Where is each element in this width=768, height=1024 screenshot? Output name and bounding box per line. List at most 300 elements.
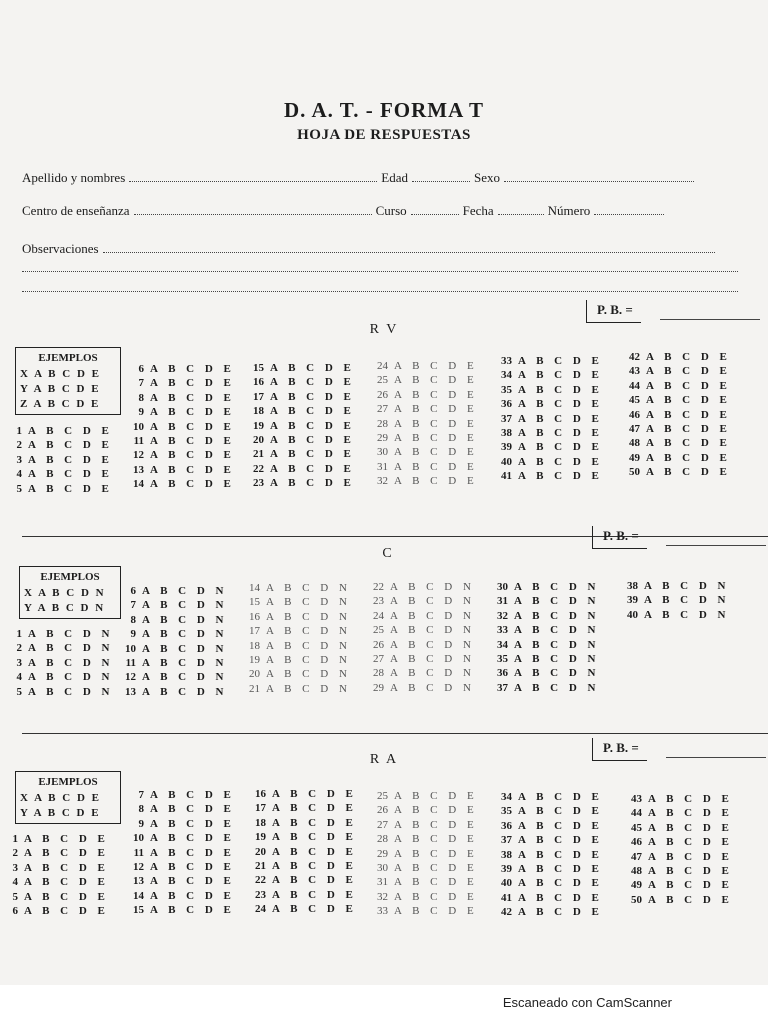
answer-options[interactable]: A B C D E (648, 836, 733, 849)
answer-item[interactable] (4, 627, 114, 641)
answer-options[interactable]: A B C D E (24, 890, 109, 903)
answer-item[interactable] (622, 451, 731, 465)
answer-options[interactable]: A B C D E (270, 448, 355, 461)
answer-item[interactable] (494, 876, 603, 890)
answer-item[interactable] (490, 638, 600, 652)
answer-options[interactable]: A B C D N (644, 580, 730, 592)
answer-item[interactable] (622, 350, 731, 364)
answer-item[interactable] (126, 362, 235, 376)
answer-options[interactable]: A B C D E (24, 847, 109, 860)
answer-item[interactable] (242, 667, 351, 681)
answer-options[interactable]: A B C D N (266, 582, 351, 594)
answer-item[interactable] (494, 862, 603, 876)
answer-options[interactable]: A B C D E (394, 417, 478, 430)
answer-options[interactable]: A B C D E (518, 834, 603, 847)
answer-item[interactable] (248, 859, 357, 873)
answer-item[interactable] (624, 821, 733, 835)
answer-item[interactable] (246, 433, 355, 447)
answer-item[interactable] (622, 364, 731, 378)
answer-item[interactable] (0, 875, 109, 889)
answer-options[interactable]: A B C D N (390, 681, 475, 694)
answer-options[interactable]: A B C D N (142, 671, 228, 684)
answer-options[interactable]: A B C D N (142, 599, 228, 612)
answer-options[interactable]: A B C D E (646, 451, 731, 464)
answer-options[interactable]: A B C D E (518, 906, 603, 919)
answer-options[interactable]: A B C D E (270, 362, 355, 374)
answer-options[interactable]: A B C D E (28, 439, 113, 452)
answer-item[interactable] (370, 359, 478, 373)
answer-item[interactable] (624, 806, 733, 820)
answer-item[interactable] (370, 803, 478, 817)
answer-item[interactable] (490, 666, 600, 680)
answer-item[interactable] (246, 390, 355, 404)
answer-options[interactable]: A B C D E (24, 833, 109, 845)
answer-options[interactable]: A B C D E (270, 376, 355, 389)
answer-item[interactable] (494, 819, 603, 833)
answer-item[interactable] (494, 440, 603, 454)
answer-item[interactable] (248, 787, 357, 801)
answer-options[interactable]: A B C D E (270, 419, 355, 432)
answer-options[interactable]: A B C D E (150, 377, 235, 390)
answer-options[interactable]: A B C D E (24, 905, 109, 918)
answer-item[interactable] (0, 904, 109, 918)
answer-options[interactable]: A B C D E (394, 374, 478, 387)
answer-item[interactable] (370, 388, 478, 402)
answer-options[interactable]: A B C D E (518, 805, 603, 818)
answer-options[interactable]: A B C D E (150, 875, 235, 888)
answer-options[interactable]: A B C D E (648, 807, 733, 820)
answer-item[interactable] (126, 889, 235, 903)
answer-options[interactable]: A B C D E (272, 874, 357, 887)
answer-item[interactable] (494, 383, 603, 397)
answer-item[interactable] (494, 833, 603, 847)
answer-options[interactable]: A B C D E (28, 482, 113, 495)
answer-item[interactable] (242, 653, 351, 667)
answer-options[interactable]: A B C D E (270, 405, 355, 418)
observations-line-3[interactable] (22, 290, 738, 292)
answer-item[interactable] (118, 656, 228, 670)
answer-options[interactable]: A B C D N (514, 595, 600, 608)
answer-item[interactable] (366, 594, 475, 608)
answer-options[interactable]: A B C D E (518, 383, 603, 396)
answer-options[interactable]: A B C D E (648, 793, 733, 805)
answer-item[interactable] (366, 652, 475, 666)
answer-options[interactable]: A B C D N (266, 639, 351, 652)
answer-item[interactable] (490, 681, 600, 695)
answer-item[interactable] (490, 594, 600, 608)
answer-item[interactable] (370, 445, 478, 459)
answer-item[interactable] (494, 368, 603, 382)
answer-item[interactable] (370, 832, 478, 846)
answer-item[interactable] (246, 404, 355, 418)
answer-options[interactable]: A B C D E (394, 360, 478, 372)
item-number: 4 (12, 876, 18, 889)
answer-item[interactable] (494, 804, 603, 818)
answer-item[interactable] (490, 580, 600, 594)
answer-options[interactable]: A B C D E (24, 861, 109, 874)
item-number: 11 (133, 846, 144, 859)
answer-options[interactable]: A B C D E (648, 821, 733, 834)
answer-options[interactable]: A B C D E (150, 420, 235, 433)
answer-item[interactable] (494, 397, 603, 411)
answer-options[interactable]: A B C D N (644, 594, 730, 607)
answer-options[interactable]: A B C D E (150, 363, 235, 375)
answer-item[interactable] (246, 447, 355, 461)
answer-item[interactable] (118, 584, 228, 598)
answer-options[interactable]: A B C D E (648, 865, 733, 878)
answer-options[interactable]: A B C D E (394, 475, 478, 488)
answer-item[interactable] (246, 462, 355, 476)
answer-item[interactable] (370, 847, 478, 861)
answer-item[interactable] (494, 469, 603, 483)
answer-item[interactable] (490, 623, 600, 637)
answer-options[interactable]: A B C D E (272, 788, 357, 800)
answer-item[interactable] (624, 893, 733, 907)
item-number: 31 (377, 876, 388, 889)
sex-field[interactable] (504, 180, 694, 182)
answer-options[interactable]: A B C D N (390, 667, 475, 680)
answer-item[interactable] (126, 846, 235, 860)
answer-options[interactable]: A B C D N (28, 642, 114, 655)
answer-item[interactable] (4, 670, 114, 684)
answer-options[interactable]: A B C D N (390, 595, 475, 608)
answer-options[interactable]: A B C D N (514, 681, 600, 694)
answer-item[interactable] (126, 405, 235, 419)
age-field[interactable] (412, 180, 470, 182)
answer-options[interactable]: A B C D E (272, 831, 357, 844)
answer-item[interactable] (370, 789, 478, 803)
answer-item[interactable] (494, 412, 603, 426)
answer-item[interactable] (4, 424, 113, 438)
answer-options[interactable]: A B C D E (394, 460, 478, 473)
answer-item[interactable] (126, 874, 235, 888)
item-number: 12 (133, 449, 144, 462)
answer-item[interactable] (490, 609, 600, 623)
answer-item[interactable] (4, 467, 113, 481)
answer-options[interactable]: A B C D E (394, 847, 478, 860)
answer-options[interactable]: A B C D E (394, 432, 478, 445)
answer-item[interactable] (370, 474, 478, 488)
answer-options[interactable]: A B C D N (266, 654, 351, 667)
answer-item[interactable] (620, 608, 730, 622)
answer-item[interactable] (246, 419, 355, 433)
answer-options[interactable]: A B C D E (646, 394, 731, 407)
answer-item[interactable] (370, 861, 478, 875)
answer-item[interactable] (118, 613, 228, 627)
answer-options[interactable]: A B C D E (150, 846, 235, 859)
answer-item[interactable] (366, 638, 475, 652)
answer-options[interactable]: A B C D N (142, 685, 228, 698)
answer-options[interactable]: A B C D N (266, 610, 351, 623)
answer-options[interactable]: A B C D E (150, 449, 235, 462)
answer-options[interactable]: A B C D E (646, 423, 731, 436)
answer-options[interactable]: A B C D E (394, 890, 478, 903)
answer-options[interactable]: A B C D E (518, 441, 603, 454)
answer-options[interactable]: A B C D N (390, 609, 475, 622)
answer-options[interactable]: A B C D E (518, 470, 603, 483)
answer-item[interactable] (248, 816, 357, 830)
answer-item[interactable] (118, 642, 228, 656)
answer-item[interactable] (242, 682, 351, 696)
answer-item[interactable] (126, 477, 235, 491)
answer-item[interactable] (118, 627, 228, 641)
answer-item[interactable] (494, 354, 603, 368)
observations-field[interactable] (103, 251, 715, 253)
answer-item[interactable] (242, 581, 351, 595)
answer-options[interactable]: A B C D E (518, 412, 603, 425)
answer-item[interactable] (0, 890, 109, 904)
answer-item[interactable] (248, 801, 357, 815)
answer-options[interactable]: A B C D E (150, 832, 235, 845)
answer-options[interactable]: A B C D E (518, 848, 603, 861)
answer-item[interactable] (118, 670, 228, 684)
answer-item[interactable] (370, 373, 478, 387)
answer-item[interactable] (370, 460, 478, 474)
answer-options[interactable]: A B C D N (142, 613, 228, 626)
answer-options[interactable]: A B C D E (646, 365, 731, 378)
answer-item[interactable] (126, 391, 235, 405)
answer-item[interactable] (0, 861, 109, 875)
answer-options[interactable]: A B C D E (150, 789, 235, 801)
answer-item[interactable] (494, 891, 603, 905)
answer-item[interactable] (622, 422, 731, 436)
answer-options[interactable]: A B C D E (394, 403, 478, 416)
answer-item[interactable] (370, 890, 478, 904)
answer-item[interactable] (118, 598, 228, 612)
answer-options[interactable]: A B C D E (518, 369, 603, 382)
answer-options[interactable]: A B C D N (142, 642, 228, 655)
answer-item[interactable] (246, 361, 355, 375)
answer-item[interactable] (246, 375, 355, 389)
answer-options[interactable]: A B C D E (518, 398, 603, 411)
answer-options[interactable]: A B C D E (518, 355, 603, 367)
answer-options[interactable]: A B C D E (272, 903, 357, 916)
answer-item[interactable] (624, 864, 733, 878)
answer-options[interactable]: A B C D E (272, 816, 357, 829)
answer-options[interactable]: A B C D N (644, 608, 730, 621)
answer-options[interactable]: A B C D E (28, 468, 113, 481)
answer-item[interactable] (366, 623, 475, 637)
answer-item[interactable] (118, 685, 228, 699)
answer-item[interactable] (126, 802, 235, 816)
answer-options[interactable]: A B C D E (150, 435, 235, 448)
answer-options[interactable]: A B C D E (270, 434, 355, 447)
answer-options[interactable]: A B C D E (518, 891, 603, 904)
item-number: 36 (501, 398, 512, 411)
item-number: 31 (497, 595, 508, 608)
answer-options[interactable]: A B C D E (150, 478, 235, 491)
answer-item[interactable] (248, 873, 357, 887)
answer-item[interactable] (242, 639, 351, 653)
answer-item[interactable] (246, 476, 355, 490)
answer-item[interactable] (248, 888, 357, 902)
observations-line-2[interactable] (22, 270, 738, 272)
answer-options[interactable]: A B C D E (648, 893, 733, 906)
answer-item[interactable] (370, 417, 478, 431)
answer-options[interactable]: A B C D E (394, 804, 478, 817)
answer-item[interactable] (490, 652, 600, 666)
answer-options[interactable]: A B C D N (266, 596, 351, 609)
answer-options[interactable]: A B C D E (394, 818, 478, 831)
answer-options[interactable]: A B C D E (150, 817, 235, 830)
answer-options[interactable]: A B C D N (390, 624, 475, 637)
answer-options[interactable]: A B C D N (28, 671, 114, 684)
answer-item[interactable] (620, 593, 730, 607)
answer-options[interactable]: A B C D E (518, 819, 603, 832)
answer-item[interactable] (366, 681, 475, 695)
answer-options[interactable]: A B C D E (150, 904, 235, 917)
answer-options[interactable]: A B C D E (518, 427, 603, 440)
answer-options[interactable]: A B C D E (518, 455, 603, 468)
answer-options[interactable]: A B C D E (150, 803, 235, 816)
answer-item[interactable] (126, 817, 235, 831)
answer-options[interactable]: A B C D E (648, 879, 733, 892)
answer-item[interactable] (494, 848, 603, 862)
answer-item[interactable] (248, 902, 357, 916)
answer-options[interactable]: A B C D N (514, 624, 600, 637)
answer-options[interactable]: A B C D E (646, 351, 731, 363)
answer-item[interactable] (624, 835, 733, 849)
answer-item[interactable] (126, 448, 235, 462)
answer-item[interactable] (370, 402, 478, 416)
answer-options[interactable]: A B C D E (150, 463, 235, 476)
answer-item[interactable] (494, 790, 603, 804)
answer-item[interactable] (126, 420, 235, 434)
answer-options[interactable]: A B C D N (514, 609, 600, 622)
answer-options[interactable]: A B C D N (142, 628, 228, 641)
answer-options[interactable]: A B C D E (272, 802, 357, 815)
answer-options[interactable]: A B C D E (28, 453, 113, 466)
answer-item[interactable] (242, 624, 351, 638)
answer-options[interactable]: A B C D N (142, 657, 228, 670)
answer-item[interactable] (624, 792, 733, 806)
answer-options[interactable]: A B C D N (28, 685, 114, 698)
answer-item[interactable] (4, 453, 113, 467)
answer-item[interactable] (370, 431, 478, 445)
answer-item[interactable] (0, 846, 109, 860)
answer-options[interactable]: A B C D E (518, 791, 603, 803)
answer-item[interactable] (494, 905, 603, 919)
answer-options[interactable]: A B C D E (394, 876, 478, 889)
answer-options[interactable]: A B C D E (394, 905, 478, 918)
answer-options[interactable]: A B C D E (394, 388, 478, 401)
answer-options[interactable]: A B C D E (28, 425, 113, 437)
answer-options[interactable]: A B C D N (514, 638, 600, 651)
answer-options[interactable]: A B C D E (646, 466, 731, 479)
answer-item[interactable] (126, 831, 235, 845)
answer-options[interactable]: A B C D N (514, 653, 600, 666)
number-field[interactable] (594, 213, 664, 215)
name-field[interactable] (129, 180, 377, 182)
answer-item[interactable] (242, 610, 351, 624)
answer-options[interactable]: A B C D E (270, 477, 355, 490)
answer-item[interactable] (370, 875, 478, 889)
answer-item[interactable] (4, 482, 113, 496)
answer-options[interactable]: A B C D E (150, 861, 235, 874)
answer-item[interactable] (622, 408, 731, 422)
answer-item[interactable] (366, 666, 475, 680)
answer-options[interactable]: A B C D E (394, 790, 478, 802)
answer-item[interactable] (242, 595, 351, 609)
answer-options[interactable]: A B C D N (266, 682, 351, 695)
answer-item[interactable] (494, 455, 603, 469)
answer-item[interactable] (4, 641, 114, 655)
answer-options[interactable]: A B C D E (394, 862, 478, 875)
answer-item[interactable] (366, 580, 475, 594)
answer-options[interactable]: A B C D E (150, 889, 235, 902)
answer-item[interactable] (370, 904, 478, 918)
answer-options[interactable]: A B C D N (390, 653, 475, 666)
answer-column (118, 584, 228, 699)
answer-options[interactable]: A B C D E (272, 888, 357, 901)
answer-item[interactable] (4, 438, 113, 452)
answer-item[interactable] (126, 434, 235, 448)
answer-item[interactable] (622, 436, 731, 450)
answer-item[interactable] (126, 903, 235, 917)
answer-item[interactable] (370, 818, 478, 832)
answer-options[interactable]: A B C D E (272, 845, 357, 858)
answer-options[interactable]: A B C D N (266, 625, 351, 638)
answer-options[interactable]: A B C D E (270, 462, 355, 475)
answer-options[interactable]: A B C D E (150, 406, 235, 419)
answer-item[interactable] (126, 788, 235, 802)
date-field[interactable] (498, 213, 544, 215)
answer-options[interactable]: A B C D E (270, 390, 355, 403)
answer-item[interactable] (624, 850, 733, 864)
answer-options[interactable]: A B C D N (28, 656, 114, 669)
item-number: 2 (16, 439, 22, 452)
answer-item[interactable] (622, 393, 731, 407)
answer-options[interactable]: A B C D E (518, 877, 603, 890)
answer-options[interactable]: A B C D N (514, 581, 600, 593)
answer-options[interactable]: A B C D E (646, 379, 731, 392)
answer-item[interactable] (620, 579, 730, 593)
answer-options[interactable]: A B C D N (142, 585, 228, 597)
answer-options[interactable]: A B C D E (518, 863, 603, 876)
answer-options[interactable]: A B C D E (394, 446, 478, 459)
answer-options[interactable]: A B C D E (646, 408, 731, 421)
answer-item[interactable] (126, 860, 235, 874)
answer-item[interactable] (4, 685, 114, 699)
answer-options[interactable]: A B C D N (28, 628, 114, 640)
course-field[interactable] (411, 213, 459, 215)
answer-item[interactable] (624, 878, 733, 892)
answer-item[interactable] (248, 845, 357, 859)
item-number: 15 (253, 362, 264, 374)
answer-item[interactable] (622, 379, 731, 393)
answer-options[interactable]: A B C D E (24, 876, 109, 889)
answer-options[interactable]: A B C D E (648, 850, 733, 863)
answer-options[interactable]: A B C D N (390, 581, 475, 593)
answer-item[interactable] (4, 656, 114, 670)
answer-item[interactable] (0, 832, 109, 846)
answer-item[interactable] (622, 465, 731, 479)
answer-options[interactable]: A B C D N (390, 638, 475, 651)
answer-options[interactable]: A B C D E (394, 833, 478, 846)
answer-item[interactable] (494, 426, 603, 440)
answer-item[interactable] (366, 609, 475, 623)
answer-item[interactable] (248, 830, 357, 844)
answer-options[interactable]: A B C D N (266, 668, 351, 681)
answer-options[interactable]: A B C D E (646, 437, 731, 450)
pb-field-rv[interactable] (660, 318, 760, 320)
school-field[interactable] (134, 213, 372, 215)
answer-options[interactable]: A B C D E (150, 391, 235, 404)
answer-options[interactable]: A B C D E (272, 860, 357, 873)
answer-options[interactable]: A B C D N (514, 667, 600, 680)
answer-item[interactable] (126, 376, 235, 390)
answer-item[interactable] (126, 463, 235, 477)
